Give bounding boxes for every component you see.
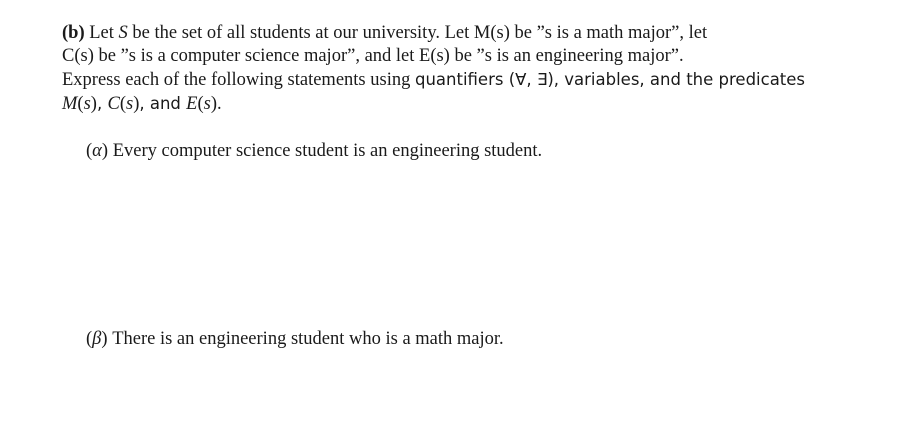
part-beta: [86, 328, 504, 351]
part-beta-text: There is an engineering student who is a math major.: [112, 329, 504, 349]
let-word: Let: [89, 23, 114, 43]
part-alpha-text: Every computer science student is an engineering student.: [112, 141, 543, 161]
part-alpha: [86, 140, 542, 163]
statement-line-4: M(s), C(s), and E(s).: [62, 94, 222, 114]
part-alpha-label: (α): [86, 141, 109, 161]
predicate-e: E(s): [186, 94, 218, 114]
instruction-serif-text: Express each of the following statements using: [62, 70, 411, 90]
statement-line-2: C(s) be ”s is a computer science major”, and let E(s) be ”s is an engineering major”.: [62, 46, 684, 66]
predicate-c: C(s): [107, 94, 140, 114]
problem-label: (b): [62, 23, 85, 43]
statement-line-3: [62, 68, 862, 92]
set-symbol: S: [118, 23, 128, 43]
and-word: and: [149, 94, 181, 113]
instruction-sans-text: quantifiers (∀, ∃), variables, and the predicates: [414, 70, 806, 89]
predicate-m: M(s): [62, 94, 97, 114]
statement-line-1: [62, 22, 862, 45]
statement-line-1-text: be the set of all students at our university. Let M(s) be ”s is a math major”, let: [132, 23, 708, 43]
part-beta-label: (β): [86, 329, 108, 349]
problem-statement: [62, 22, 862, 116]
